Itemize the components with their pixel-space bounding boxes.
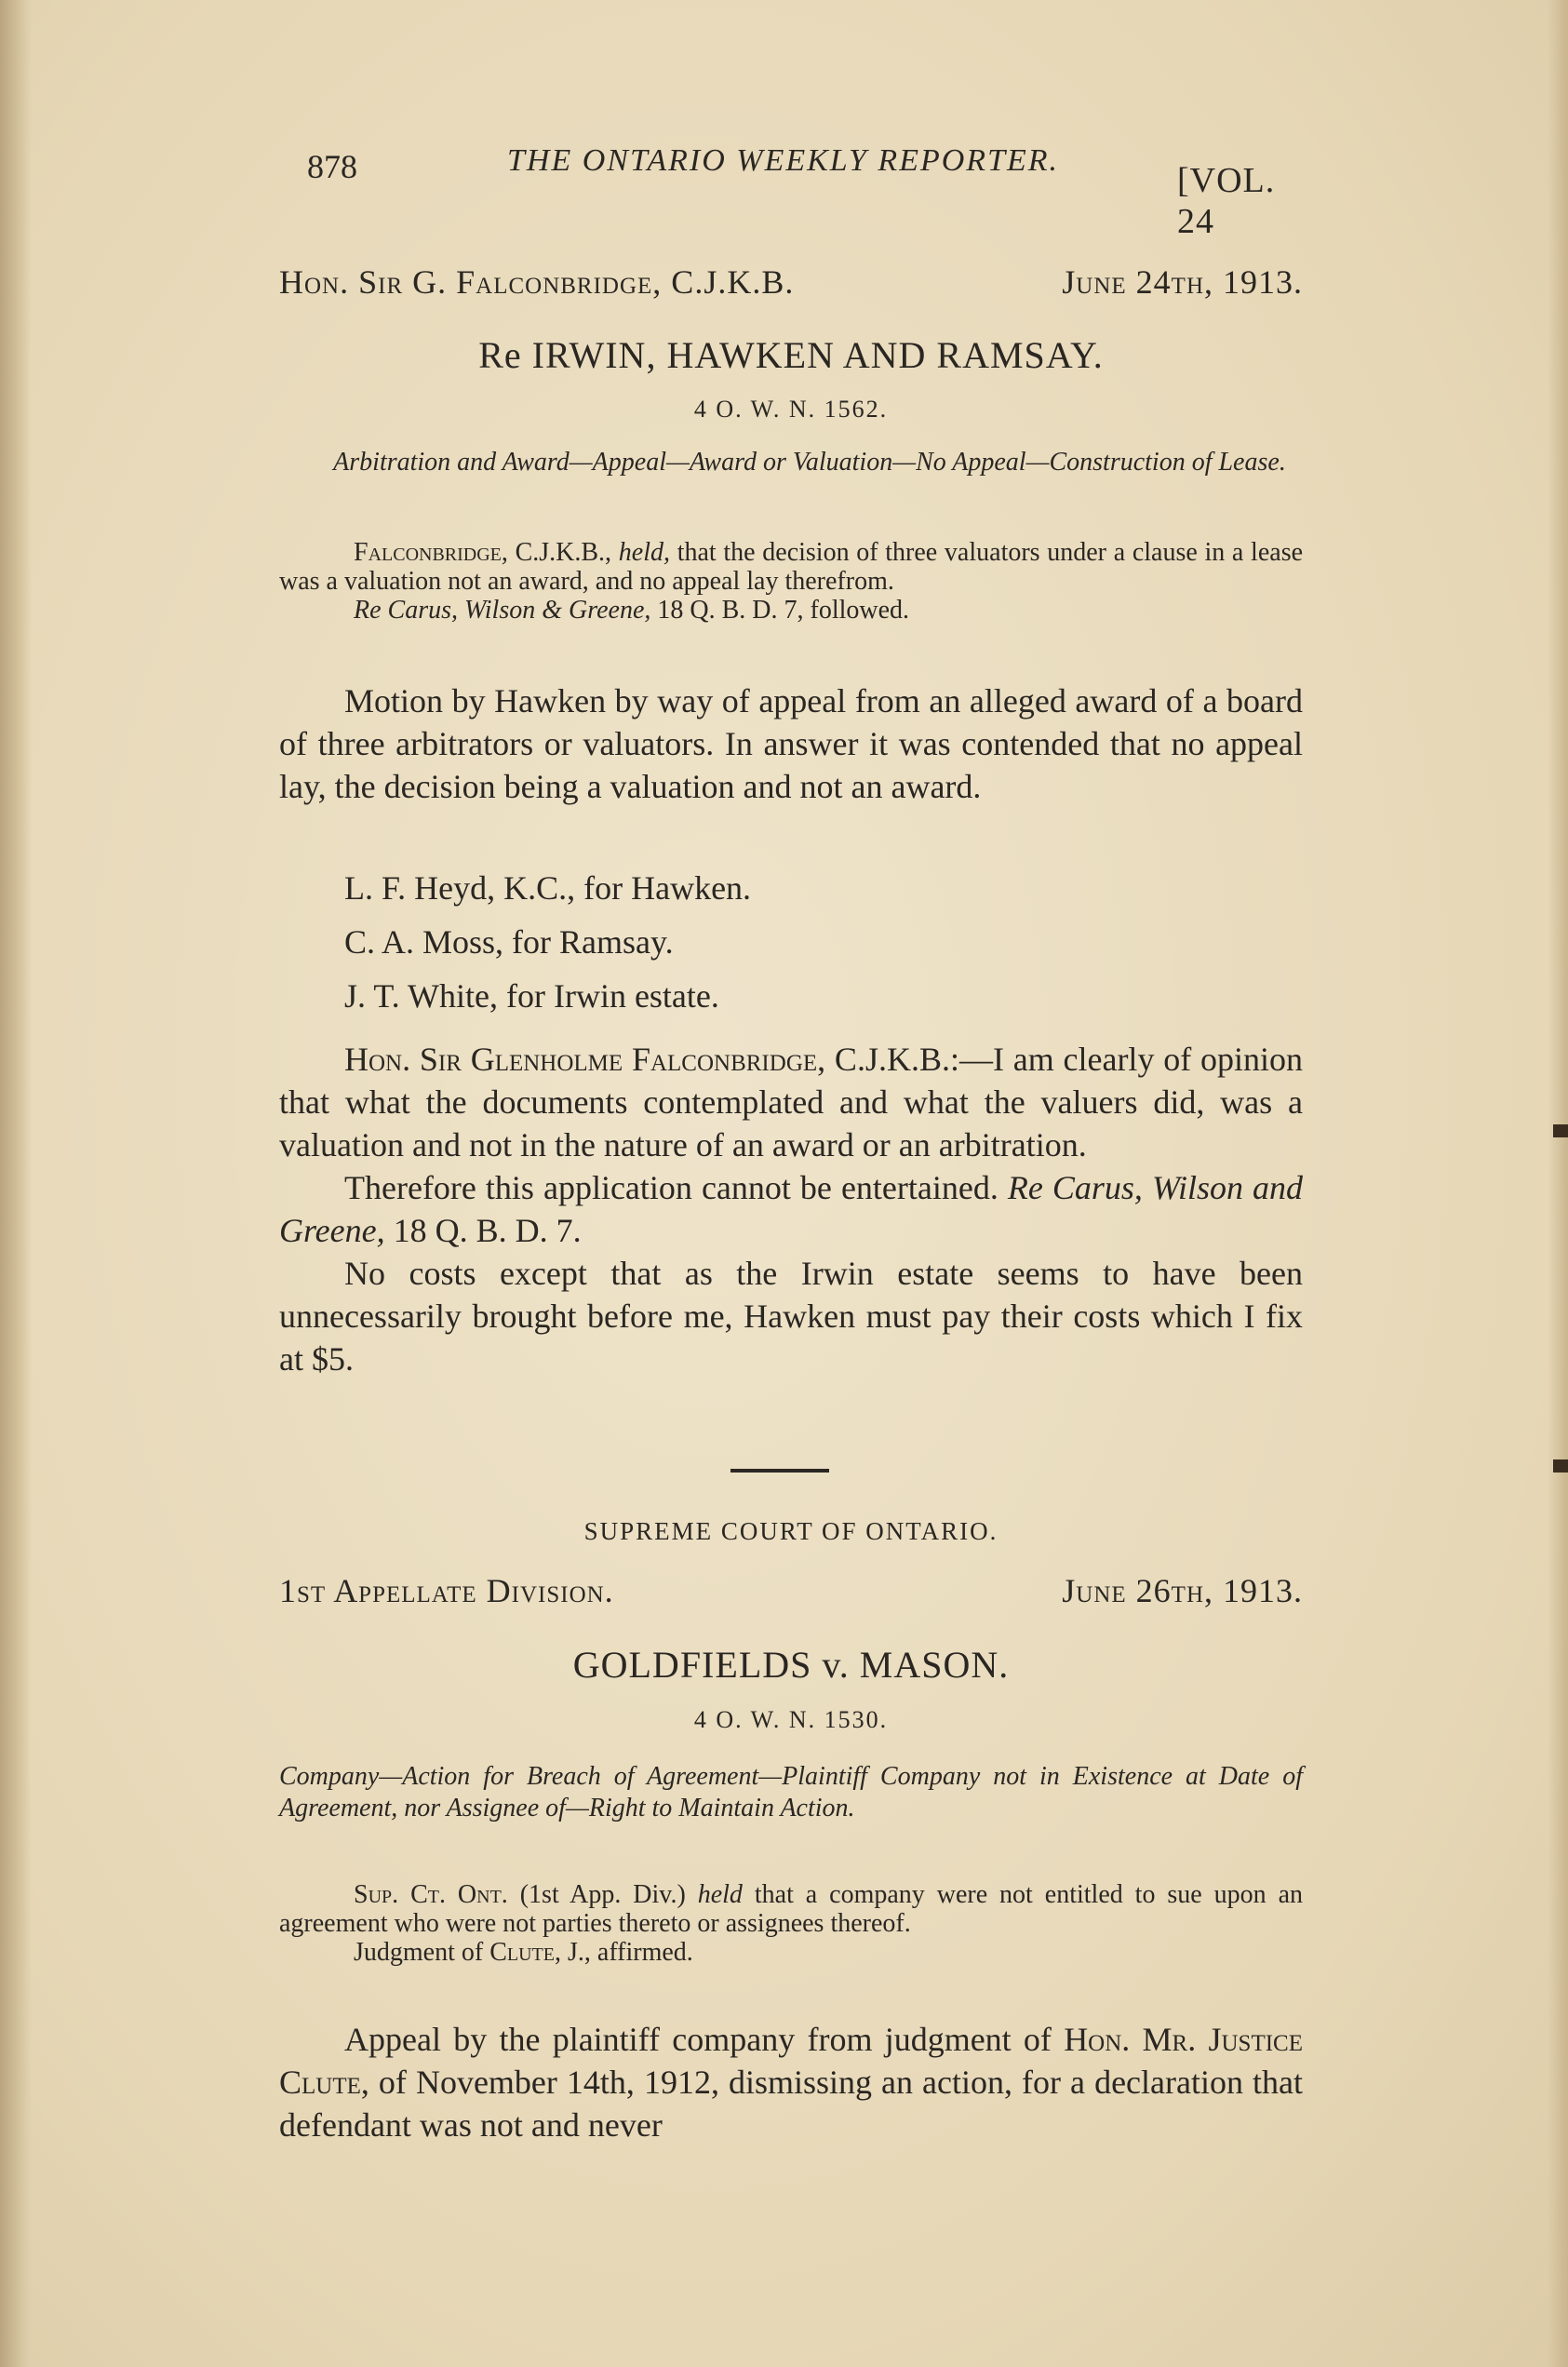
counsel-entry: J. T. White, for Irwin estate.: [344, 977, 719, 1015]
case2-affirmed-end: affirmed.: [596, 1938, 693, 1967]
case2-holding-div: (1st App. Div.): [519, 1880, 686, 1909]
case2-division: 1st Appellate Division.: [279, 1572, 614, 1609]
case1-title: Re IRWIN, HAWKEN AND RAMSAY.: [478, 334, 1104, 376]
case1-ref-rest: 18 Q. B. D. 7, followed.: [657, 596, 910, 625]
case1-judgment-p3: No costs except that as the Irwin estate seems to have been unnecessarily brought before me, Hawken must pay their costs which I fix at $5.: [279, 1255, 1303, 1378]
case1-holding-held: held,: [618, 538, 670, 567]
case2-date: June 26th, 1913.: [1062, 1572, 1303, 1609]
case2-division-line: [279, 1571, 1303, 1620]
case2-affirmed-start: Judgment of: [354, 1938, 484, 1967]
case2-title: GOLDFIELDS v. MASON.: [572, 1644, 1010, 1686]
case2-headnote: Company—Action for Breach of Agreement—Plaintiff Company not in Existence at Date of Agreement, nor Assignee of—Right to Maintain Action.: [279, 1762, 1303, 1822]
case1-judgment: [279, 1038, 1303, 1380]
case2-appeal: [279, 2018, 1303, 2146]
page-edge: [1548, 0, 1568, 2367]
page-tab-mark: [1553, 1459, 1568, 1473]
case2-affirmed-judge: Clute, J.,: [489, 1938, 591, 1967]
judgment-paragraph: [279, 1166, 1303, 1252]
judgment-paragraph: [279, 1252, 1303, 1380]
case1-judge-line: [279, 262, 1303, 311]
page-number: 878: [307, 148, 357, 185]
case1-holding-reference: [279, 596, 1303, 625]
case1-holding-judge: Falconbridge, C.J.K.B.,: [354, 538, 612, 567]
journal-title: THE ONTARIO WEEKLY REPORTER.: [507, 143, 1060, 178]
case1-motion: [279, 679, 1303, 808]
case2-holding: [279, 1880, 1303, 1967]
case1-holding-text: that the decision of three valuators under a clause in a lease was a valuation not an award, and no appeal lay therefrom.: [279, 538, 1304, 596]
running-header: [279, 140, 1303, 241]
book-spine-shadow: [0, 0, 32, 2367]
counsel-entry: L. F. Heyd, K.C., for Hawken.: [344, 869, 752, 907]
case1-date: June 24th, 1913.: [1062, 263, 1303, 301]
case2-appeal-start: Appeal by the plaintiff company from judgment of: [344, 2021, 1052, 2058]
case1-judgment-p2-case: Re Carus, Wilson and Greene,: [279, 1169, 1303, 1249]
case1-motion-text: Motion by Hawken by way of appeal from an alleged award of a board of three arbitrators or valuators. In answer it was contended that no appeal lay, the decision being a valuation and not an award.: [279, 682, 1303, 805]
case1-counsel-list: [279, 861, 1368, 1023]
case2-holding-court: Sup. Ct. Ont.: [354, 1880, 508, 1909]
section-divider: [730, 1469, 829, 1473]
case2-appeal-judge: Hon. Mr. Justice Clute,: [279, 2021, 1303, 2101]
case2-holding-held: held: [697, 1880, 743, 1909]
case1-holding: [279, 538, 1303, 625]
case1-citation: 4 O. W. N. 1562.: [693, 396, 889, 423]
case1-judge: Hon. Sir G. Falconbridge, C.J.K.B.: [279, 263, 795, 301]
case1-headnote: Arbitration and Award—Appeal—Award or Valuation—No Appeal—Construction of Lease.: [333, 448, 1286, 477]
counsel-entry: C. A. Moss, for Ramsay.: [344, 923, 674, 961]
case1-judgment-p1: :—I am clearly of opinion that what the documents contemplated and what the valuers did, was a valuation and not in the nature of an award or an arbitration.: [279, 1041, 1303, 1163]
case1-judgment-p2-end: 18 Q. B. D. 7.: [393, 1212, 582, 1249]
case2-affirmed: [279, 1938, 1303, 1967]
case1-judgment-p2-start: Therefore this application cannot be entertained.: [344, 1169, 998, 1206]
case2-appeal-rest: of November 14th, 1912, dismissing an action, for a declaration that defendant was not and never: [279, 2064, 1303, 2144]
volume-number: [VOL. 24: [1177, 161, 1276, 241]
case1-ref-case: Re Carus, Wilson & Greene,: [354, 596, 651, 625]
case1-judgment-judge: Hon. Sir Glenholme Falconbridge, C.J.K.B.: [344, 1041, 950, 1078]
case2-court: SUPREME COURT OF ONTARIO.: [583, 1517, 998, 1545]
case2-citation: 4 O. W. N. 1530.: [693, 1706, 889, 1733]
case2-holding-text: that a company were not entitled to sue upon an agreement who were not parties thereto or assignees thereof.: [279, 1880, 1304, 1938]
page-tab-mark: [1553, 1124, 1568, 1137]
judgment-paragraph: [279, 1038, 1303, 1166]
